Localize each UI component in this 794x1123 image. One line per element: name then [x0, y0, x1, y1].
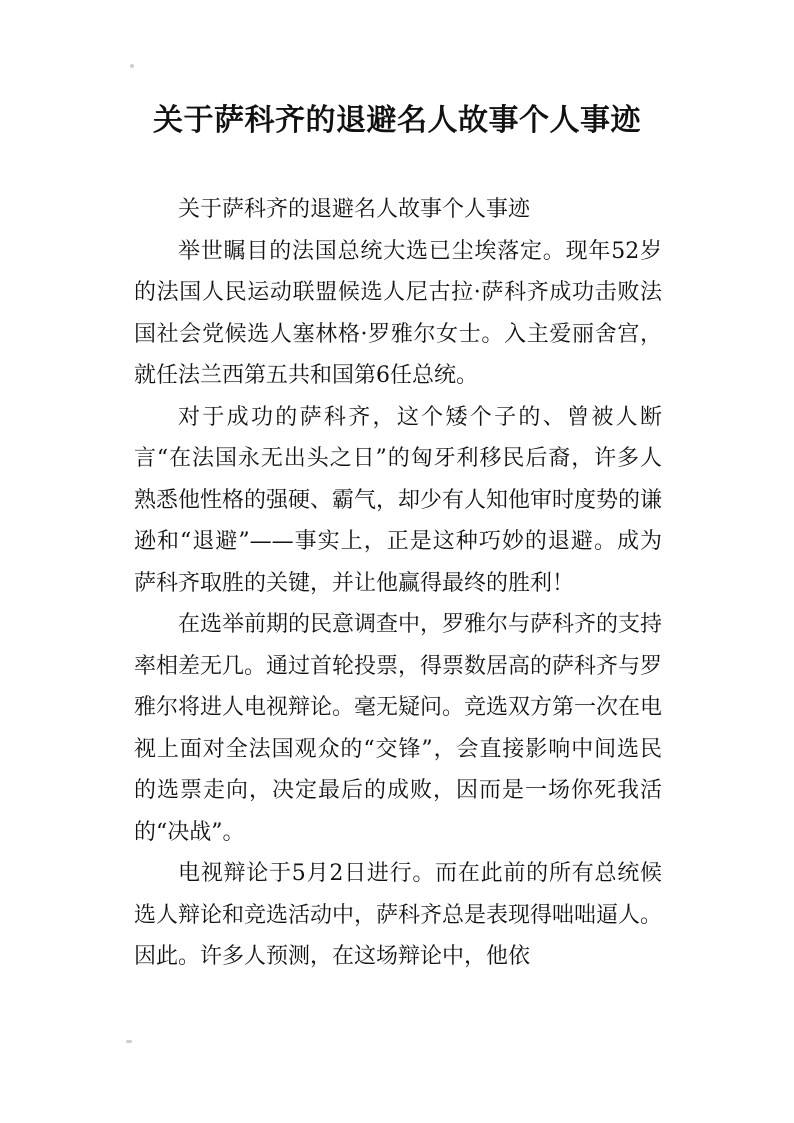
document-title: 关于萨科齐的退避名人故事个人事迹: [153, 103, 641, 138]
paragraph: 在选举前期的民意调查中，罗雅尔与萨科齐的支持率相差无几。通过首轮投票，得票数居高的萨科齐与罗雅尔将进人电视辩论。毫无疑问。竞选双方第一次在电视上面对全法国观众的“交锋”，会直接影响中间选民的选票走向，决定最后的成败，因而是一场你死我活的“决战”。: [134, 612, 663, 845]
paragraph: 举世瞩目的法国总统大选已尘埃落定。现年52岁的法国人民运动联盟候选人尼古拉·萨科齐成功击败法国社会党候选人塞林格·罗雅尔女士。入主爱丽舍宫，就任法兰西第五共和国第6任总统。: [134, 238, 662, 388]
scan-speck: [130, 64, 134, 68]
paragraph: 电视辩论于5月2日进行。而在此前的所有总统候选人辩论和竞选活动中，萨科齐总是表现得咄咄逼人。因此。许多人预测，在这场辩论中，他依: [134, 861, 663, 969]
paragraph: 对于成功的萨科齐，这个矮个子的、曾被人断言“在法国永无出头之日”的匈牙利移民后裔，许多人熟悉他性格的强硬、霸气，却少有人知他审时度势的谦逊和“退避”——事实上，正是这种巧妙的退避。成为萨科齐取胜的关键，并让他赢得最终的胜利！: [134, 404, 663, 596]
scan-speck: [126, 1040, 132, 1043]
paragraph-heading: 关于萨科齐的退避名人故事个人事迹: [178, 197, 531, 222]
document-body: [134, 189, 662, 978]
